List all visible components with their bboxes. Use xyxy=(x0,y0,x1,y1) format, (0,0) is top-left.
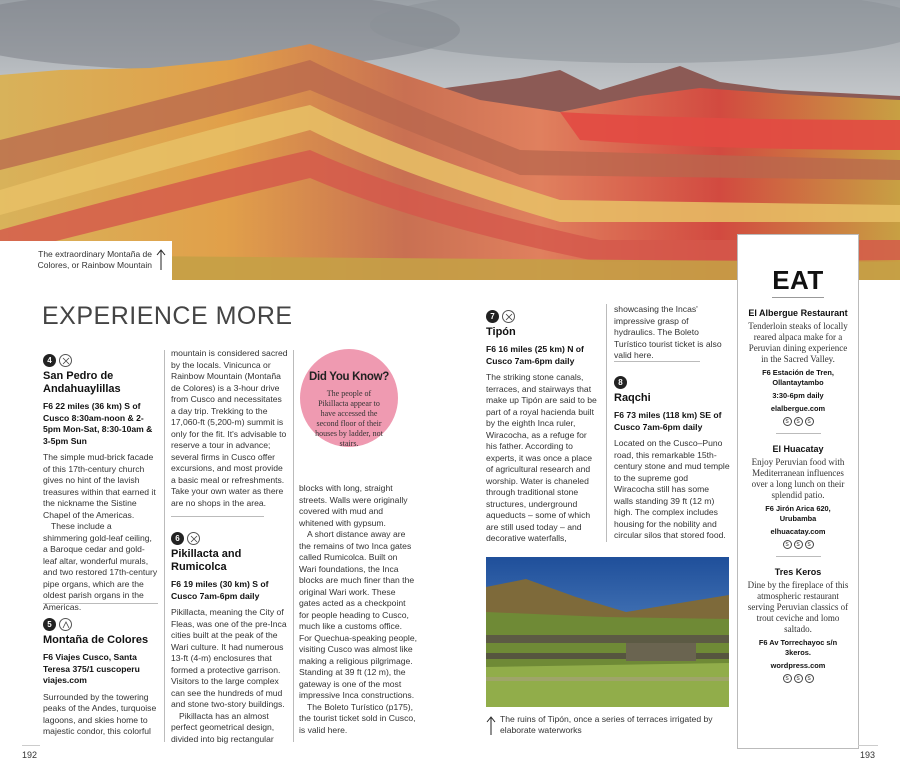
page-number-left: 192 xyxy=(22,750,38,760)
entry-number: 4 xyxy=(43,354,56,367)
restaurant-address: F6 Estación de Tren, Ollantaytambo xyxy=(762,368,834,387)
entry-5-continued: mountain is considered sacred by the locals. Vinicunca or Rainbow Mountain (Montaña de Colores) is a 3-hour drive from Cusco and necessitates a day trip. Trekking to the 17,060-ft (5,200-m) summit is only for the fit. It's advisable to reserve a tour in advance; several firms in Cusco offer excursions, and most provide a basic meal or refreshments. Take your own water as there are no shops in the area. xyxy=(171,348,288,508)
entry-info: F6 73 miles (118 km) SE of Cusco 7am-6pm daily xyxy=(614,410,722,432)
restaurant-description: Enjoy Peruvian food with Mediterranean influences over a long lunch on their splendid patio. xyxy=(751,457,845,500)
price-icon: S xyxy=(783,417,792,426)
entry-title: Pikillacta and Rumicolca xyxy=(171,548,242,573)
entry-4 xyxy=(43,350,158,613)
entry-info: F6 16 miles (25 km) N of Cusco 7am-6pm daily xyxy=(486,344,584,366)
column-divider xyxy=(164,350,165,742)
column-divider xyxy=(293,350,294,742)
section-title: EXPERIENCE MORE xyxy=(42,302,293,330)
entry-7 xyxy=(486,306,599,545)
price-icon: S xyxy=(805,540,814,549)
price-icons xyxy=(746,674,850,683)
entry-title: San Pedro de Andahuaylillas xyxy=(43,370,121,395)
hero-caption xyxy=(0,241,172,285)
entry-5 xyxy=(43,614,158,738)
restaurant-item xyxy=(746,567,850,683)
entry-paragraph: Surrounded by the towering peaks of the Andes, turquoise lagoons, and skies home to majestic condor, this colorful xyxy=(43,691,157,736)
divider xyxy=(776,556,821,557)
price-icon: S xyxy=(794,674,803,683)
price-icons xyxy=(746,540,850,549)
entry-info: F6 Viajes Cusco, Santa Teresa 375/1 cuscoperu viajes.com xyxy=(43,652,140,685)
entry-number: 8 xyxy=(614,376,627,389)
tipon-photo xyxy=(486,557,729,707)
price-icon: S xyxy=(794,540,803,549)
did-you-know-callout xyxy=(300,349,398,447)
restaurant-website: elalbergue.com xyxy=(770,404,826,413)
restaurant-item xyxy=(746,308,850,426)
tipon-ruins-image xyxy=(486,557,729,707)
map-pin-icon xyxy=(502,310,515,323)
entry-paragraph: These include a shimmering gold-leaf ceiling, a Baroque cedar and gold-leaf altar, wonderful murals, and two restored 17th-century pipe organs, which are the oldest parish organs in the Americas. xyxy=(43,521,158,612)
entry-number: 7 xyxy=(486,310,499,323)
divider xyxy=(776,433,821,434)
price-icon: S xyxy=(805,674,814,683)
restaurant-item xyxy=(746,444,850,549)
restaurant-name: Tres Keros xyxy=(774,567,822,577)
restaurant-name: El Albergue Restaurant xyxy=(748,308,848,318)
column-divider xyxy=(606,304,607,542)
divider xyxy=(171,516,264,517)
entry-paragraph: Located on the Cusco–Puno road, this remarkable 15th-century stone and mud temple to the supreme god Wiracocha still has some walls standing 39 ft (12 m) high. The complex includes housing for the nobility and circular silos that stored food. xyxy=(614,438,730,540)
did-you-know-title: Did You Know? xyxy=(309,371,389,383)
restaurant-website: wordpress.com xyxy=(770,661,826,670)
eat-title: EAT xyxy=(772,265,824,295)
restaurant-description: Dine by the fireplace of this atmospheric restaurant serving Peruvian classics of trout ceviche and lomo saltado. xyxy=(747,580,849,634)
entry-paragraph: The Boleto Turístico (p175), the tourist ticket sold in Cusco, is valid here. xyxy=(299,701,416,735)
tipon-caption-text: The ruins of Tipón, once a series of terraces irrigated by elaborate waterworks xyxy=(500,714,713,735)
restaurant-address: F6 Jirón Arica 620, Urubamba xyxy=(765,504,831,523)
price-icons xyxy=(746,417,850,426)
entry-number: 5 xyxy=(43,618,56,631)
price-icon: S xyxy=(783,674,792,683)
divider xyxy=(22,745,40,746)
restaurant-hours: 3:30-6pm daily xyxy=(772,391,824,400)
entry-paragraph: Pikillacta, meaning the City of Fleas, was one of the pre-Inca cities built at the peak of the Wari culture. It had numerous 13-ft (4-m) enclosures that formed a protective garrison. Visitors to the large complex can see the hundreds of mud and stone two-story buildings. xyxy=(171,607,287,709)
eat-sidebar xyxy=(737,234,859,749)
entry-6 xyxy=(171,528,288,745)
entry-paragraph: A short distance away are the remains of two Inca gates called Rumicolca. Built on Wari foundations, the Inca blocks are much finer than the original Wari work. These gates acted as a checkpoint for people heading to Cusco, much like a customs office. For Quechua-speaking people, visiting Cusco was almost like making a religious pilgrimage. Standing at 39 ft (12 m), the gateway is one of the most impressive Inca constructions. xyxy=(299,529,418,700)
map-pin-icon xyxy=(187,532,200,545)
divider xyxy=(858,745,878,746)
entry-6-continued xyxy=(299,483,417,736)
entry-title: Montaña de Colores xyxy=(43,634,149,646)
restaurant-description: Tenderloin steaks of locally reared alpaca make for a Peruvian dining experience in the Sacred Valley. xyxy=(748,321,848,364)
entry-8 xyxy=(614,372,730,542)
restaurant-name: El Huacatay xyxy=(772,444,824,454)
map-pin-icon xyxy=(59,354,72,367)
entry-number: 6 xyxy=(171,532,184,545)
price-icon: S xyxy=(783,540,792,549)
divider xyxy=(772,297,824,298)
arrow-up-icon xyxy=(156,249,166,271)
entry-info: F6 19 miles (30 km) S of Cusco 7am-6pm daily xyxy=(171,579,269,601)
hiking-icon xyxy=(59,618,72,631)
hero-caption-text: The extraordinary Montaña de Colores, or Rainbow Mountain xyxy=(37,249,152,270)
divider xyxy=(43,603,158,604)
arrow-up-icon xyxy=(486,716,496,736)
entry-paragraph: blocks with long, straight streets. Walls were originally covered with mud and whitened with gypsum. xyxy=(299,483,408,528)
entry-7-continued: showcasing the Incas' impressive grasp of hydraulics. The Boleto Turístico tourist ticket is also valid here. xyxy=(614,304,722,360)
entry-paragraph: Pikillacta has an almost perfect geometrical design, divided into big rectangular xyxy=(171,710,275,744)
price-icon: S xyxy=(794,417,803,426)
entry-info: F6 22 miles (36 km) S of Cusco 8:30am-noon & 2-5pm Mon-Sat, 8:30-10am & 3-5pm Sun xyxy=(43,401,153,446)
restaurant-address: F6 Av Torrechayoc s/n 3keros. xyxy=(758,638,838,657)
divider xyxy=(614,361,700,362)
restaurant-website: elhuacatay.com xyxy=(770,527,826,536)
entry-paragraph: The striking stone canals, terraces, and stairways that make up Tipón are said to be part of a royal hacienda built by the eighth Inca ruler, Wiracocha, as a refuge for his father. According to experts, it was once a place of agricultural research and worship. Water is chaneled through traditional stone structures, underground aqueducts – some of which are still used today – and decorative waterfalls, xyxy=(486,372,597,543)
page-number-right: 193 xyxy=(860,750,876,760)
price-icon: S xyxy=(805,417,814,426)
did-you-know-body: The people of Pikillacta appear to have accessed the second floor of their houses by ladder, not stairs. xyxy=(315,389,383,448)
entry-paragraph: The simple mud-brick facade of this 17th-century church gives no hint of the lavish treasures within that earned it the nickname the Sistine Chapel of the Americas. xyxy=(43,452,156,520)
entry-title: Tipón xyxy=(486,326,516,338)
entry-title: Raqchi xyxy=(614,392,651,404)
tipon-caption xyxy=(486,714,726,736)
